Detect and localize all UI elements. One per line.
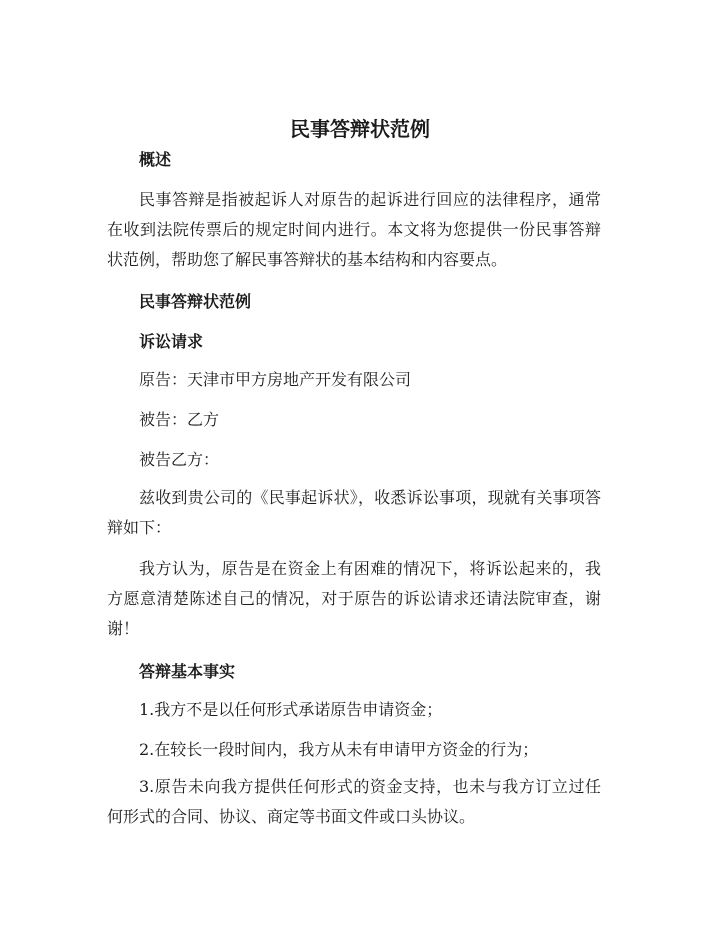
overview-heading: 概述 [139, 150, 172, 169]
fact-item-3: 3.原告未向我方提供任何形式的资金支持，也未与我方订立过任何形式的合同、协议、商定等书面文件或口头协议。 [107, 777, 601, 826]
addressee-line: 被告乙方： [139, 450, 220, 469]
fact-item-1: 1.我方不是以任何形式承诺原告申请资金； [139, 700, 443, 719]
claims-heading: 诉讼请求 [139, 332, 204, 351]
facts-heading: 答辩基本事实 [139, 662, 236, 681]
position-paragraph: 我方认为，原告是在资金上有困难的情况下，将诉讼起来的，我方愿意清楚陈述自己的情况，对于原告的诉讼请求还请法院审查，谢谢！ [107, 559, 601, 638]
fact-item-2: 2.在较长一段时间内，我方从未有申请甲方资金的行为； [139, 740, 539, 759]
defendant-line: 被告：乙方 [139, 410, 220, 429]
intro-paragraph: 兹收到贵公司的《民事起诉状》，收悉诉讼事项，现就有关事项答辩如下： [107, 488, 601, 537]
sample-heading: 民事答辩状范例 [139, 292, 252, 311]
overview-paragraph: 民事答辩是指被起诉人对原告的起诉进行回应的法律程序，通常在收到法院传票后的规定时间内进行。本文将为您提供一份民事答辩状范例，帮助您了解民事答辩状的基本结构和内容要点。 [107, 190, 601, 269]
document-title: 民事答辩状范例 [290, 117, 430, 141]
plaintiff-line: 原告：天津市甲方房地产开发有限公司 [139, 370, 412, 389]
